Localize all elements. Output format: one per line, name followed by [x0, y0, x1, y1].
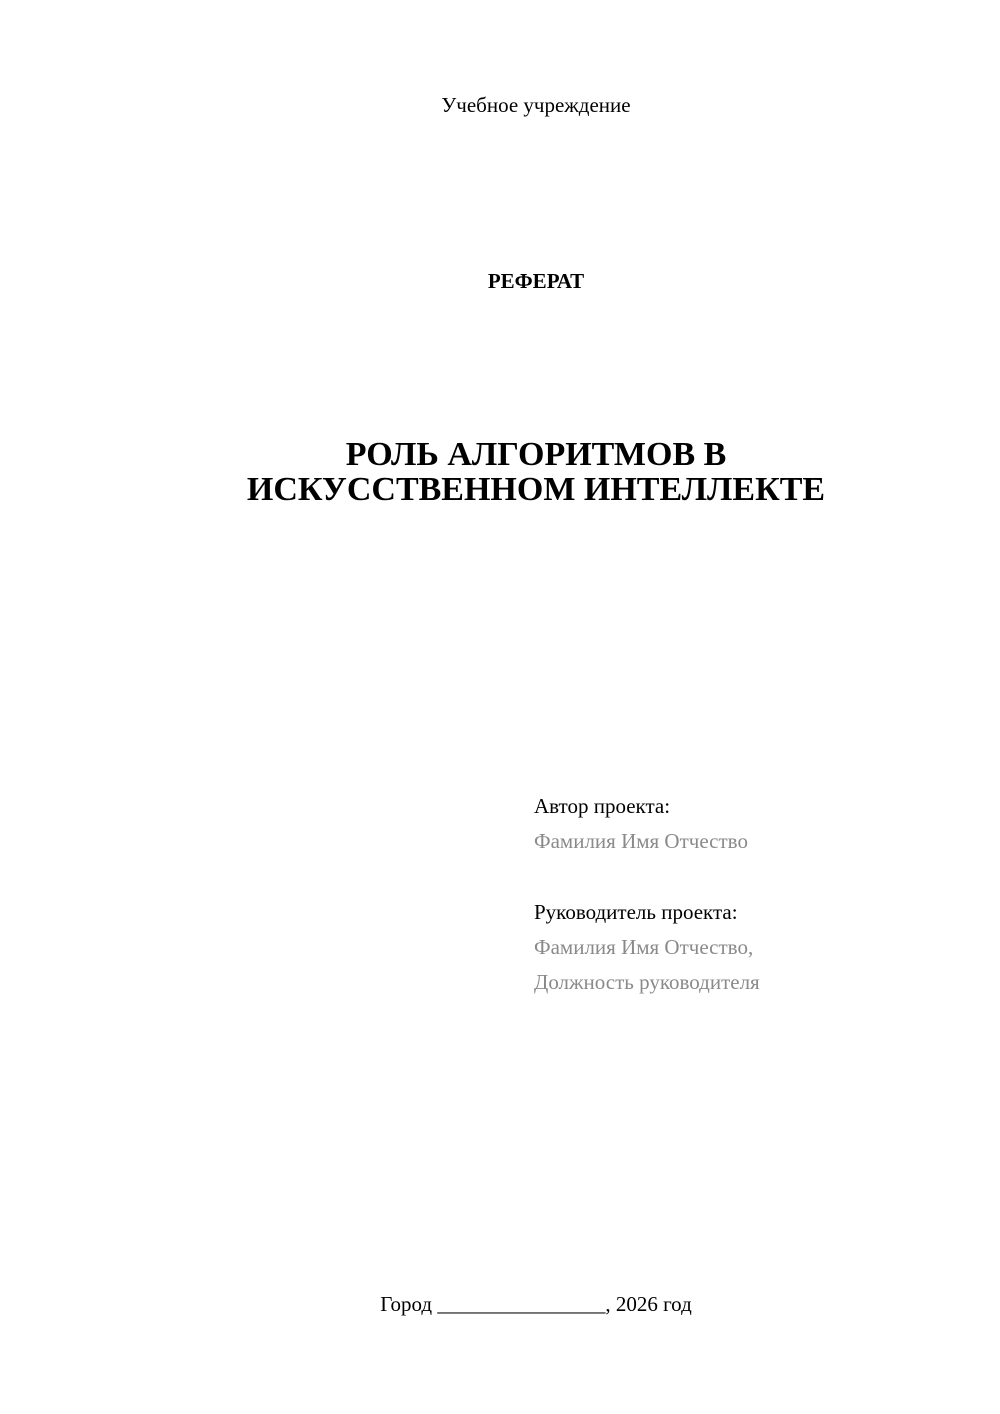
spacer	[534, 859, 974, 895]
author-name: Фамилия Имя Отчество	[534, 829, 748, 853]
title-line-1: РОЛЬ АЛГОРИТМОВ В	[345, 436, 727, 473]
supervisor-position: Должность руководителя	[534, 970, 760, 994]
supervisor-label: Руководитель проекта:	[534, 900, 738, 924]
institution-name: Учебное учреждение	[441, 93, 631, 117]
document-title	[0, 437, 1000, 507]
project-info	[534, 789, 974, 1000]
document-type: РЕФЕРАТ	[487, 269, 585, 293]
author-label: Автор проекта:	[534, 794, 671, 818]
title-line-2: ИСКУССТВЕННОМ ИНТЕЛЛЕКТЕ	[246, 471, 826, 508]
supervisor-name: Фамилия Имя Отчество,	[534, 935, 754, 959]
city-year-line: Город ________________, 2026 год	[380, 1292, 692, 1316]
